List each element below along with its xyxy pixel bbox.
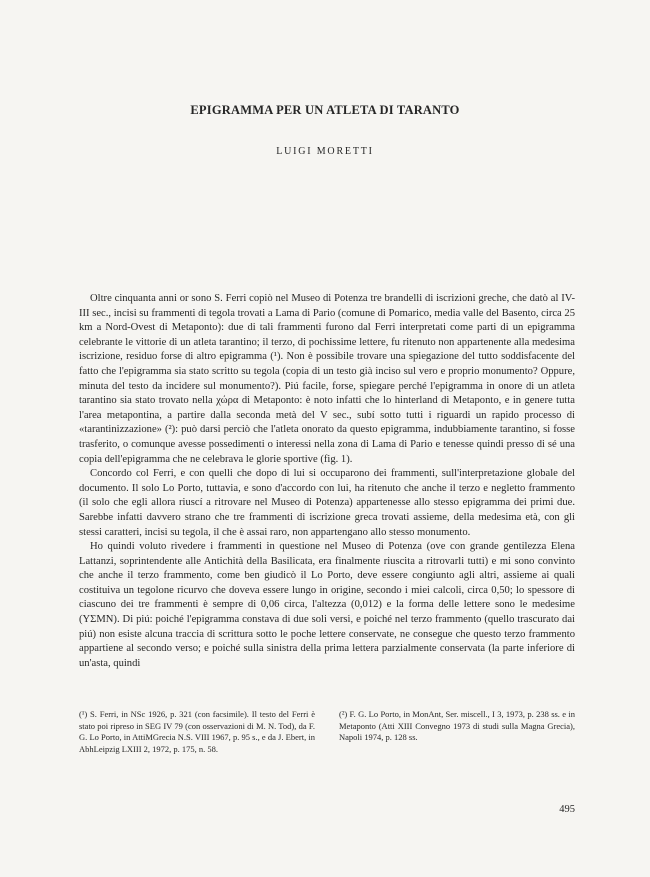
body-paragraph: Ho quindi voluto rivedere i frammenti in questione nel Museo di Potenza (ove con grande gentilezza Elena Lattanzi, soprintendente alle Antichità della Basilicata, era finalmente riuscita a ritrovarli tutti) e mi sono convinto che anche il terzo frammento, come ben giudicò il Lo Porto, deve essere congiunto agli altri, assieme ai quali costituiva un tegolone ricurvo che doveva essere lungo in origine, secondo i miei calcoli, circa 0,50; lo spessore di ciascuno dei tre frammenti è sempre di 0,06 circa, l'altezza (0,012) e la forma delle lettere sono le medesime (ΥΣΜΝ). Di piú: poiché l'epigramma constava di due soli versi, e poiché nel terzo frammento (quello trascurato dai piú) non esiste alcuna traccia di scrittura sotto le poche lettere conservate, ne consegue che questo terzo frammento appartiene al secondo verso; e poiché sulla sinistra della prima lettera parzialmente conservata (la parte inferiore di un'asta, quindi [79,541,575,669]
article-author: LUIGI MORETTI [276,146,374,157]
article-body [79,292,575,671]
footnote-2: (²) F. G. Lo Porto, in MonAnt, Ser. miscell., I 3, 1973, p. 238 ss. e in Metaponto (Atti XIII Convegno 1973 di studi sulla Magna Grecia), Napoli 1974, p. 128 ss. [339,709,575,742]
footnote-1: (¹) S. Ferri, in NSc 1926, p. 321 (con facsimile). Il testo del Ferri è stato poi ripreso in SEG IV 79 (con osservazioni di M. N. Tod), da F. G. Lo Porto, in AttiMGrecia N.S. VIII 1967, p. 95 s., e da J. Ebert, in AbhLeipzig LXIII 2, 1972, p. 175, n. 58. [79,709,315,754]
body-paragraph: Oltre cinquanta anni or sono S. Ferri copiò nel Museo di Potenza tre brandelli di iscrizioni greche, che datò al IV-III sec., incisi su frammenti di tegola trovati a Lama di Pario (comune di Pomarico, media valle del Basento, circa 25 km a Nord-Ovest di Metaponto): due di tali frammenti furono dal Ferri interpretati come parti di un epigramma celebrante le vittorie di un atleta tarantino; il terzo, di pochissime lettere, fu ritenuto non appartenente alla medesima iscrizione, residuo forse di altro epigramma (¹). Non è possibile trovare una spiegazione del tutto soddisfacente del fatto che l'epigramma sia stato scritto su tegola (copia di un testo già inciso sul vero e proprio monumento? Oppure, minuta del testo da incidere sul monumento?). Piú facile, forse, spiegare perché l'epigramma in onore di un atleta tarantino sia stato trovato nella χώρα di Metaponto: è noto infatti che lo hinterland di Metaponto, e in genere tutta l'area metapontina, a partire dalla seconda metà del V sec., subí sotto tutti i riguardi un rapido processo di «tarantinizzazione» (²): può darsi perciò che l'atleta onorato da questo epigramma, indubbiamente tarantino, si fosse trasferito, o comunque avesse possedimenti o interessi nella zona di Lama di Pario e tenesse quindi presso di sé una copia dell'epigramma che ne celebrava le glorie sportive (fig. 1). [79,293,575,465]
footnotes [79,709,575,755]
page-number: 495 [559,804,575,815]
article-title: EPIGRAMMA PER UN ATLETA DI TARANTO [190,103,460,117]
body-paragraph: Concordo col Ferri, e con quelli che dopo di lui si occuparono dei frammenti, sull'interpretazione globale del documento. Il solo Lo Porto, tuttavia, e sono d'accordo con lui, ha ritenuto che anche il terzo e negletto frammento (il solo che egli allora riuscí a ritrovare nel Museo di Potenza) appartenesse allo stesso epigramma dei primi due. Sarebbe infatti davvero strano che tre frammenti di iscrizione greca trovati assieme, della medesima età, con gli stessi caratteri, incisi su tegola, il che è assai raro, non appartengano allo stesso monumento. [79,468,575,538]
